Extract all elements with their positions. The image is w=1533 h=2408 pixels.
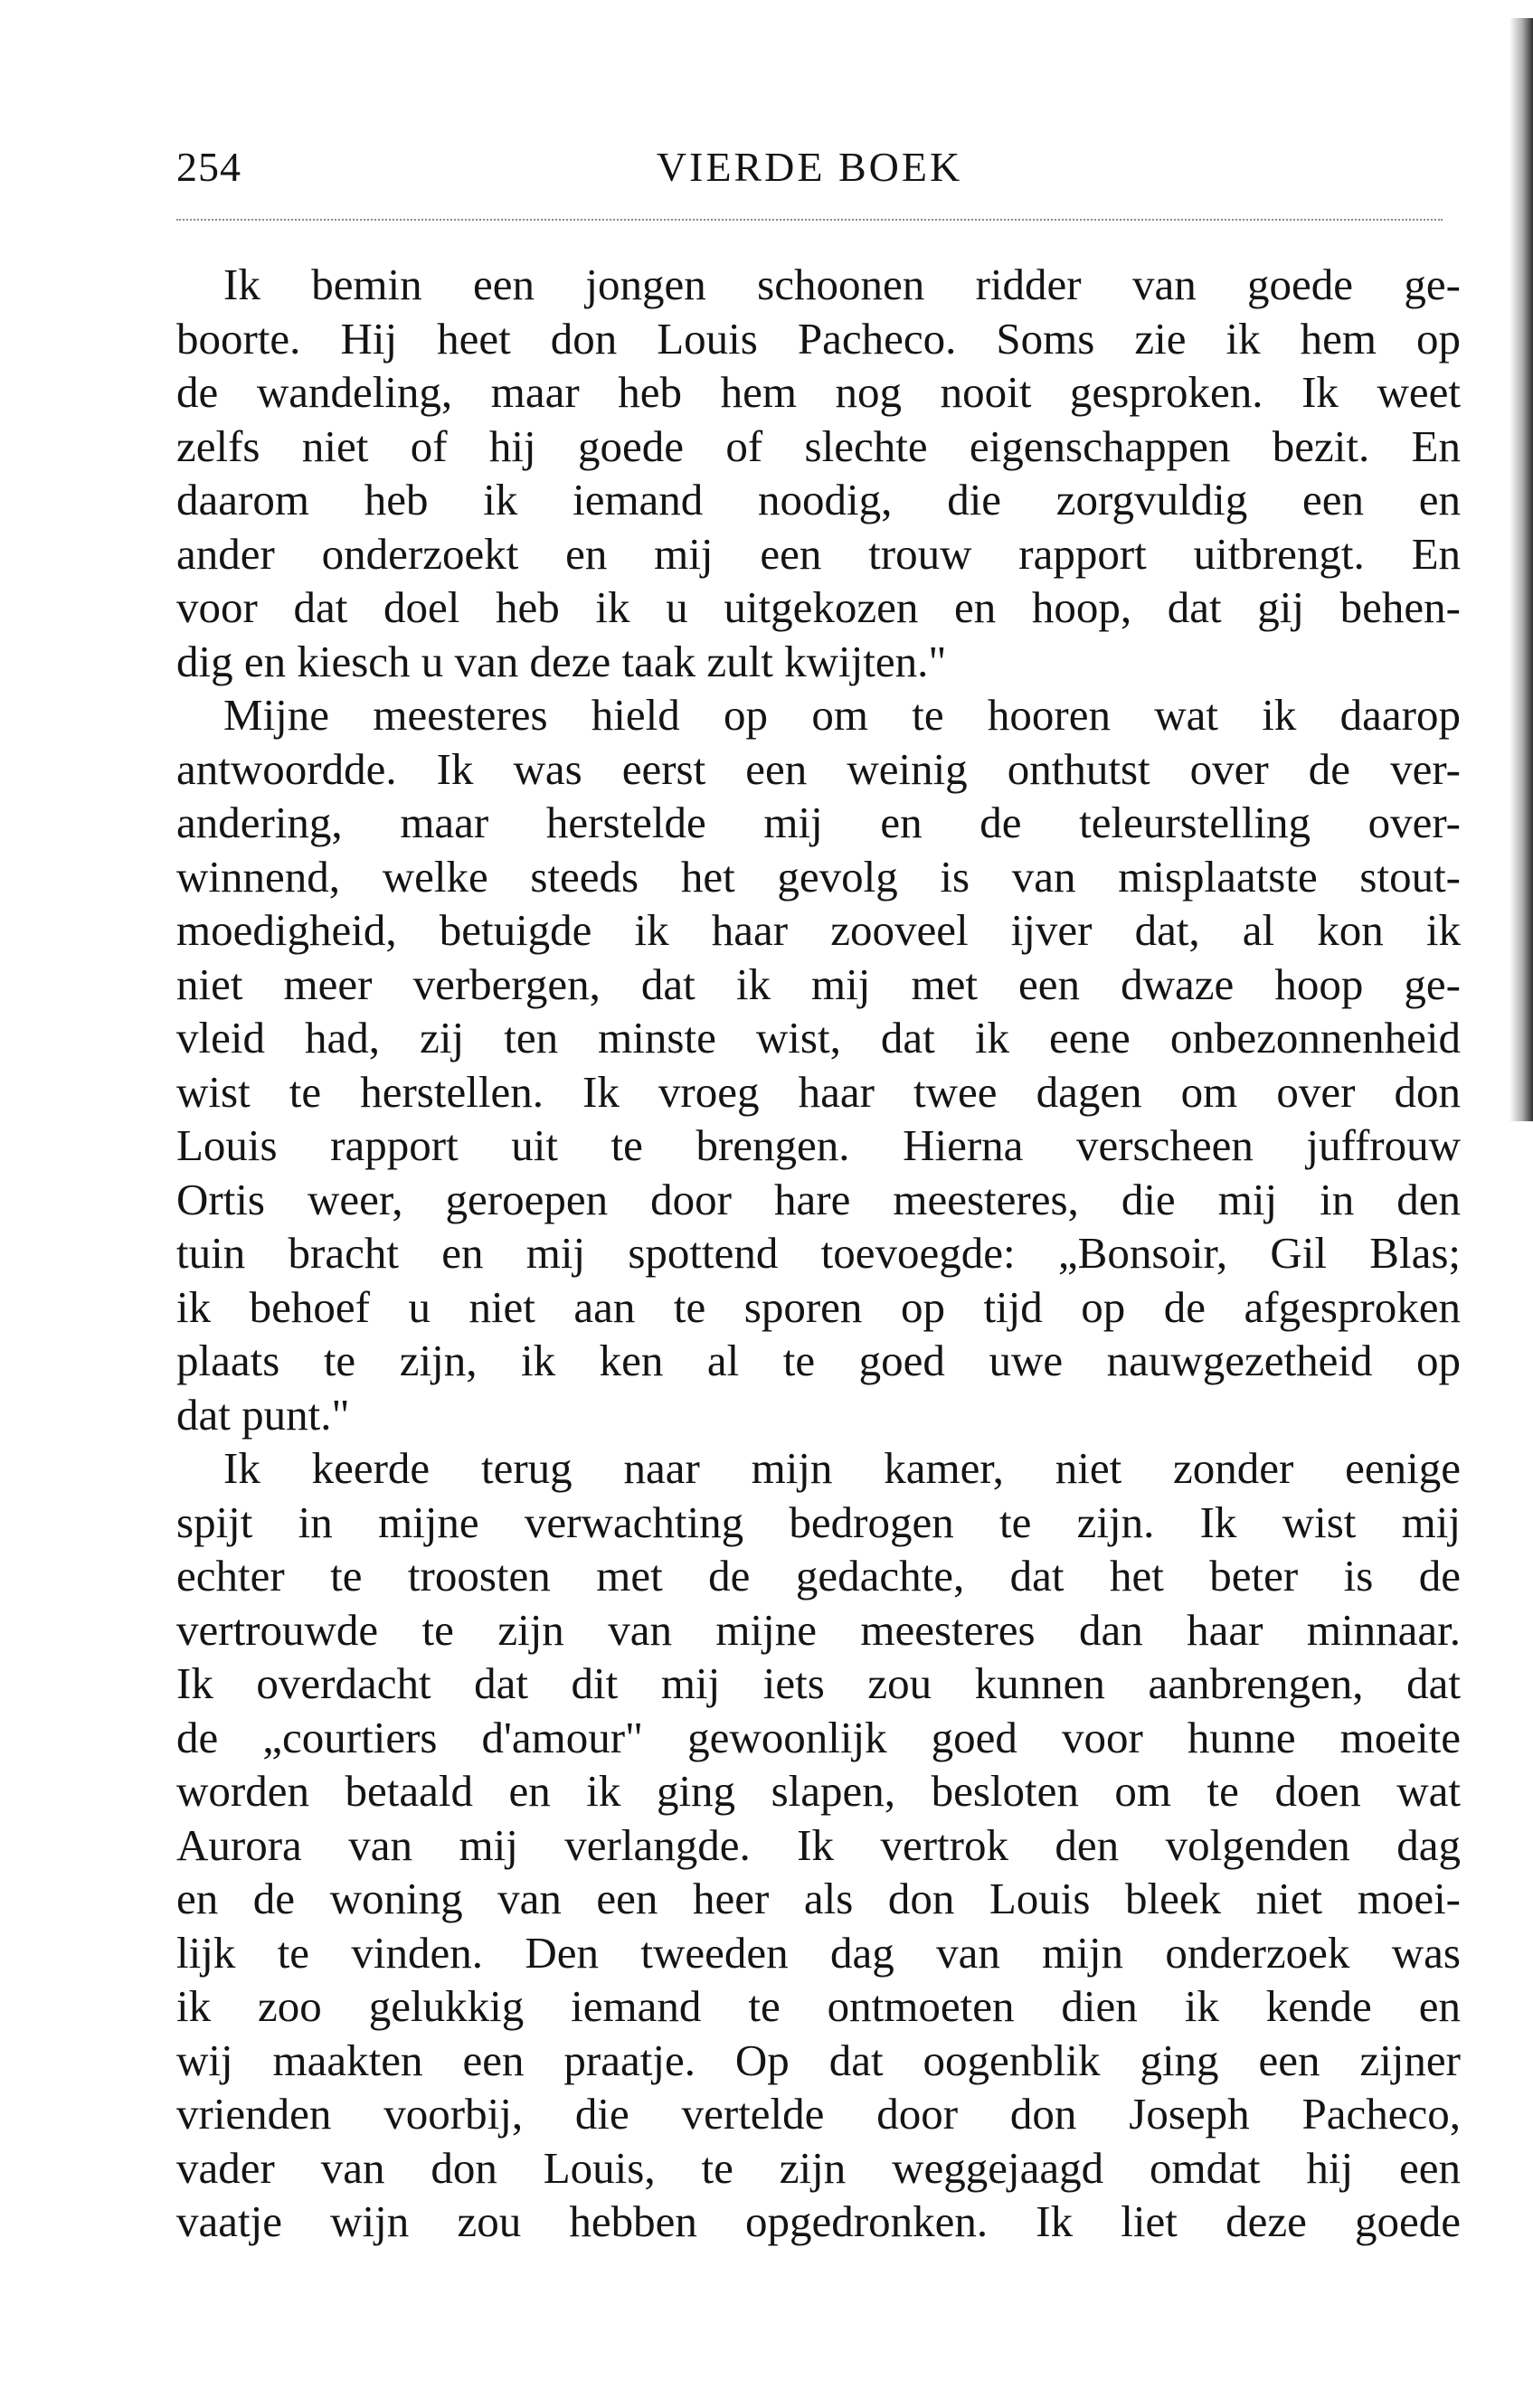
page-edge-shadow <box>1509 18 1533 1121</box>
text-line: dig en kiesch u van deze taak zult kwijten." <box>176 636 947 686</box>
text-line: winnend, welke steeds het gevolg is van misplaatste stout- <box>176 851 1461 902</box>
text-line: boorte. Hij heet don Louis Pacheco. Soms zie ik hem op <box>176 313 1461 364</box>
text-line: tuin bracht en mij spottend toevoegde: „Bonsoir, Gil Blas; <box>176 1228 1461 1278</box>
text-line: Ik overdacht dat dit mij iets zou kunnen aanbrengen, dat <box>176 1658 1461 1708</box>
text-line: Ik bemin een jongen schoonen ridder van goede ge- <box>223 260 1461 309</box>
page-number: 254 <box>176 144 241 190</box>
text-line: daarom heb ik iemand noodig, die zorgvuldig een en <box>176 475 1461 524</box>
text-line: antwoordde. Ik was eerst een weinig onthutst over de ver- <box>176 743 1461 794</box>
body-text <box>176 258 1461 2249</box>
text-line: plaats te zijn, ik ken al te goed uwe nauwgezetheid op <box>176 1336 1461 1385</box>
text-line: worden betaald en ik ging slapen, besloten om te doen wat <box>176 1766 1461 1816</box>
running-head <box>176 136 1461 199</box>
text-line: de „courtiers d'amour" gewoonlijk goed voor hunne moeite <box>176 1712 1461 1762</box>
text-line: vrienden voorbij, die vertelde door don Joseph Pacheco, <box>176 2089 1461 2139</box>
text-line: Aurora van mij verlangde. Ik vertrok den volgenden dag <box>176 1819 1461 1870</box>
text-line: Ik keerde terug naar mijn kamer, niet zonder eenige <box>223 1443 1461 1493</box>
text-line: de wandeling, maar heb hem nog nooit gesproken. Ik weet <box>176 367 1461 417</box>
text-line: wij maakten een praatje. Op dat oogenblik ging een zijner <box>176 2035 1461 2085</box>
text-line: echter te troosten met de gedachte, dat het beter is de <box>176 1551 1461 1601</box>
text-line: spijt in mijne verwachting bedrogen te zijn. Ik wist mij <box>176 1497 1461 1547</box>
text-line: ik behoef u niet aan te sporen op tijd op de afgesproken <box>176 1281 1461 1332</box>
text-line: niet meer verbergen, dat ik mij met een dwaze hoop ge- <box>176 958 1461 1009</box>
header-dotted-rule <box>176 219 1443 221</box>
text-line: wist te herstellen. Ik vroeg haar twee dagen om over don <box>176 1066 1461 1117</box>
text-line: dat punt." <box>176 1389 350 1440</box>
text-line: vleid had, zij ten minste wist, dat ik eene onbezonnenheid <box>176 1013 1461 1062</box>
text-line: Ortis weer, geroepen door hare meesteres, die mij in den <box>176 1174 1461 1224</box>
running-title: VIERDE BOEK <box>656 144 963 190</box>
text-line: vader van don Louis, te zijn weggejaagd omdat hij een <box>176 2142 1461 2193</box>
text-line: vertrouwde te zijn van mijne meesteres dan haar minnaar. <box>176 1604 1461 1655</box>
text-line: vaatje wijn zou hebben opgedronken. Ik liet deze goede <box>176 2196 1461 2246</box>
text-line: Mijne meesteres hield op om te hooren wat ik daarop <box>223 690 1461 740</box>
text-line: ik zoo gelukkig iemand te ontmoeten dien ik kende en <box>176 1981 1461 2031</box>
text-line: moedigheid, betuigde ik haar zooveel ijver dat, al kon ik <box>176 905 1461 955</box>
text-line: ander onderzoekt en mij een trouw rapport uitbrengt. En <box>176 528 1461 579</box>
text-line: lijk te vinden. Den tweeden dag van mijn onderzoek was <box>176 1927 1461 1978</box>
text-line: Louis rapport uit te brengen. Hierna verscheen juffrouw <box>176 1120 1461 1170</box>
text-line: andering, maar herstelde mij en de teleurstelling over- <box>176 798 1461 847</box>
text-line: voor dat doel heb ik u uitgekozen en hoop, dat gij behen- <box>176 582 1461 632</box>
text-line: zelfs niet of hij goede of slechte eigenschappen bezit. En <box>176 420 1461 471</box>
text-line: en de woning van een heer als don Louis bleek niet moei- <box>176 1874 1461 1923</box>
